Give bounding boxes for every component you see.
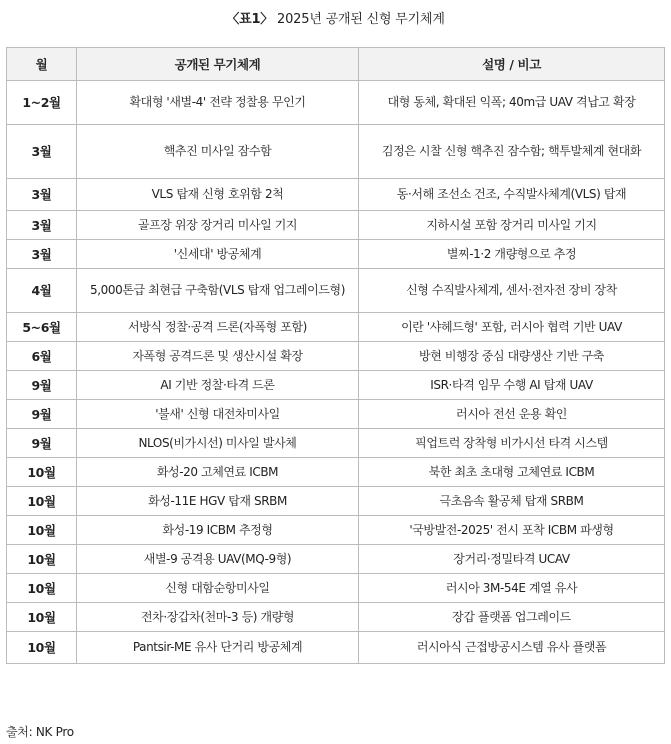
header-system: 공개된 무기체계 (77, 48, 359, 81)
table-row (7, 603, 665, 632)
table-body (7, 81, 665, 664)
system-cell: 화성-20 고체연료 ICBM (77, 458, 359, 487)
system-cell: '불새' 신형 대전차미사일 (77, 400, 359, 429)
month-cell: 6월 (7, 342, 77, 371)
note-cell: 픽업트럭 장착형 비가시선 타격 시스템 (359, 429, 665, 458)
month-cell: 4월 (7, 269, 77, 313)
note-cell: '국방발전-2025' 전시 포착 ICBM 파생형 (359, 516, 665, 545)
system-cell: 골프장 위장 장거리 미사일 기지 (77, 211, 359, 240)
header-month: 월 (7, 48, 77, 81)
month-cell: 10월 (7, 574, 77, 603)
system-cell: AI 기반 정찰·타격 드론 (77, 371, 359, 400)
month-cell: 3월 (7, 125, 77, 179)
month-cell: 10월 (7, 545, 77, 574)
table-row (7, 574, 665, 603)
table-row (7, 240, 665, 269)
header-row (7, 48, 665, 81)
note-cell: 지하시설 포함 장거리 미사일 기지 (359, 211, 665, 240)
table-row (7, 400, 665, 429)
month-cell: 9월 (7, 400, 77, 429)
table-row (7, 313, 665, 342)
table-row (7, 516, 665, 545)
system-cell: 서방식 정찰·공격 드론(자폭형 포함) (77, 313, 359, 342)
month-cell: 10월 (7, 632, 77, 664)
table-row (7, 429, 665, 458)
month-cell: 5~6월 (7, 313, 77, 342)
note-cell: 북한 최초 초대형 고체연료 ICBM (359, 458, 665, 487)
system-cell: 확대형 '새별-4' 전략 정찰용 무인기 (77, 81, 359, 125)
system-cell: 신형 대함순항미사일 (77, 574, 359, 603)
header-note: 설명 / 비고 (359, 48, 665, 81)
month-cell: 10월 (7, 458, 77, 487)
table-row (7, 125, 665, 179)
system-cell: 전차·장갑차(천마-3 등) 개량형 (77, 603, 359, 632)
system-cell: 핵추진 미사일 잠수함 (77, 125, 359, 179)
system-cell: 화성-11E HGV 탑재 SRBM (77, 487, 359, 516)
system-cell: 자폭형 공격드론 및 생산시설 확장 (77, 342, 359, 371)
weapons-table (6, 47, 665, 664)
month-cell: 3월 (7, 240, 77, 269)
source-note: 출처: NK Pro (6, 725, 74, 739)
month-cell: 3월 (7, 179, 77, 211)
table-title: 2025년 공개된 신형 무기체계 (277, 12, 445, 27)
month-cell: 9월 (7, 429, 77, 458)
month-cell: 3월 (7, 211, 77, 240)
system-cell: '신세대' 방공체계 (77, 240, 359, 269)
note-cell: 대형 동체, 확대된 익폭; 40m급 UAV 격납고 확장 (359, 81, 665, 125)
table-caption (0, 8, 671, 27)
month-cell: 9월 (7, 371, 77, 400)
note-cell: 장갑 플랫폼 업그레이드 (359, 603, 665, 632)
month-cell: 10월 (7, 487, 77, 516)
table-row (7, 458, 665, 487)
note-cell: 방현 비행장 중심 대량생산 기반 구축 (359, 342, 665, 371)
system-cell: 5,000톤급 최현급 구축함(VLS 탑재 업그레이드형) (77, 269, 359, 313)
table-row (7, 487, 665, 516)
table-row (7, 632, 665, 664)
note-cell: 이란 '샤헤드형' 포함, 러시아 협력 기반 UAV (359, 313, 665, 342)
system-cell: NLOS(비가시선) 미사일 발사체 (77, 429, 359, 458)
system-cell: VLS 탑재 신형 호위함 2척 (77, 179, 359, 211)
table-row (7, 545, 665, 574)
month-cell: 10월 (7, 603, 77, 632)
system-cell: Pantsir-ME 유사 단거리 방공체계 (77, 632, 359, 664)
note-cell: 러시아 3M-54E 계열 유사 (359, 574, 665, 603)
table-row (7, 342, 665, 371)
note-cell: 별찌-1·2 개량형으로 추정 (359, 240, 665, 269)
note-cell: ISR·타격 임무 수행 AI 탑재 UAV (359, 371, 665, 400)
note-cell: 동·서해 조선소 건조, 수직발사체계(VLS) 탑재 (359, 179, 665, 211)
system-cell: 화성-19 ICBM 추정형 (77, 516, 359, 545)
note-cell: 극초음속 활공체 탑재 SRBM (359, 487, 665, 516)
note-cell: 신형 수직발사체계, 센서·전자전 장비 장착 (359, 269, 665, 313)
month-cell: 1~2월 (7, 81, 77, 125)
note-cell: 김정은 시찰 신형 핵추진 잠수함; 핵투발체계 현대화 (359, 125, 665, 179)
note-cell: 장거리·정밀타격 UCAV (359, 545, 665, 574)
table-row (7, 81, 665, 125)
system-cell: 새별-9 공격용 UAV(MQ-9형) (77, 545, 359, 574)
note-cell: 러시아 전선 운용 확인 (359, 400, 665, 429)
table-row (7, 269, 665, 313)
month-cell: 10월 (7, 516, 77, 545)
table-number: 〈표1〉 (226, 12, 274, 27)
table-row (7, 211, 665, 240)
table-row (7, 371, 665, 400)
table-row (7, 179, 665, 211)
note-cell: 러시아식 근접방공시스템 유사 플랫폼 (359, 632, 665, 664)
